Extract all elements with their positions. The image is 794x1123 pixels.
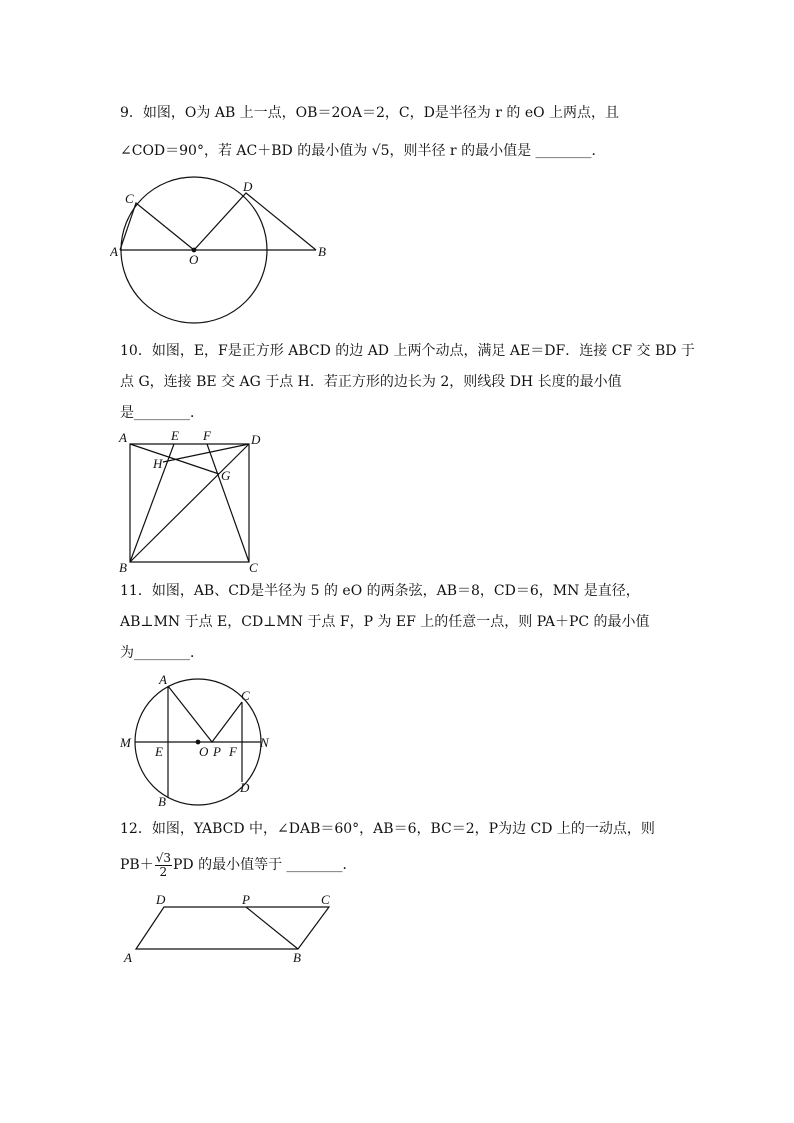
label-a: A: [124, 950, 132, 965]
label-e: E: [171, 428, 179, 443]
label-b: B: [318, 244, 326, 259]
expression-suffix: PD 的最小值等于 ________．: [173, 857, 357, 873]
problem-9-line-1: 9．如图，O为 AB 上一点，OB＝2OA＝2，C，D是半径为 r 的 eO 上两点，且: [120, 105, 620, 121]
path-a-p-c: [168, 686, 242, 742]
problem-11-figure: [115, 672, 280, 810]
label-g: G: [221, 468, 231, 483]
label-d: D: [243, 179, 253, 194]
fraction-sqrt3-over-2: [155, 852, 172, 879]
segment-dh: [163, 444, 249, 462]
problem-10-line-3: 是________．: [120, 405, 204, 421]
problem-12-figure: [115, 888, 340, 968]
problem-11-line-3: 为________．: [120, 645, 204, 661]
problem-12-line-1: 12．如图，YABCD 中，∠DAB＝60°，AB＝6，BC＝2，P为边 CD 上的一动点，则: [120, 821, 655, 837]
label-o: O: [189, 252, 199, 267]
path-a-c-o-d-b: [120, 193, 316, 250]
label-d: D: [251, 432, 261, 447]
label-a: A: [159, 672, 167, 687]
label-b: B: [119, 560, 127, 575]
segment-bd: [130, 444, 249, 562]
problem-11-line-1: 11．如图，AB、CD是半径为 5 的 eO 的两条弦，AB＝8，CD＝6，MN 是直径，: [120, 583, 640, 599]
label-p: P: [213, 744, 221, 759]
fraction-numerator: √3: [155, 850, 171, 865]
label-a: A: [119, 430, 127, 445]
segment-be: [130, 444, 174, 562]
expression-prefix: PB＋: [120, 857, 154, 873]
label-f: F: [229, 744, 237, 759]
label-h: H: [153, 456, 163, 471]
label-e: E: [155, 744, 163, 759]
label-m: M: [120, 735, 131, 750]
problem-10-line-1: 10．如图，E，F是正方形 ABCD 的边 AD 上两个动点，满足 AE＝DF．连接 CF 交 BD 于: [120, 343, 695, 359]
label-d: D: [240, 780, 250, 795]
label-d: D: [156, 892, 166, 907]
label-o: O: [199, 744, 209, 759]
label-c: C: [249, 560, 258, 575]
label-a: A: [110, 244, 118, 259]
problem-10-line-2: 点 G，连接 BE 交 AG 于点 H．若正方形的边长为 2，则线段 DH 长度的最小值: [120, 374, 622, 390]
label-c: C: [125, 191, 134, 206]
label-n: N: [260, 735, 269, 750]
problem-12-line-2: [120, 850, 357, 880]
segment-cf: [207, 444, 249, 562]
fraction-denominator: 2: [159, 864, 168, 879]
problem-11-line-2: AB⊥MN 于点 E，CD⊥MN 于点 F，P 为 EF 上的任意一点，则 PA＋PC 的最小值: [120, 614, 650, 630]
problem-10-figure: [115, 428, 275, 576]
problem-9-figure: [110, 176, 340, 328]
label-f: F: [203, 428, 211, 443]
parallelogram-abcd: [136, 907, 329, 949]
label-p: P: [242, 892, 250, 907]
label-c: C: [321, 892, 330, 907]
label-b: B: [158, 794, 166, 809]
segment-pb: [246, 907, 298, 949]
label-b: B: [293, 950, 301, 965]
problem-9-line-2: ∠COD＝90°，若 AC＋BD 的最小值为 √5，则半径 r 的最小值是 ________．: [120, 143, 606, 159]
label-c: C: [241, 688, 250, 703]
